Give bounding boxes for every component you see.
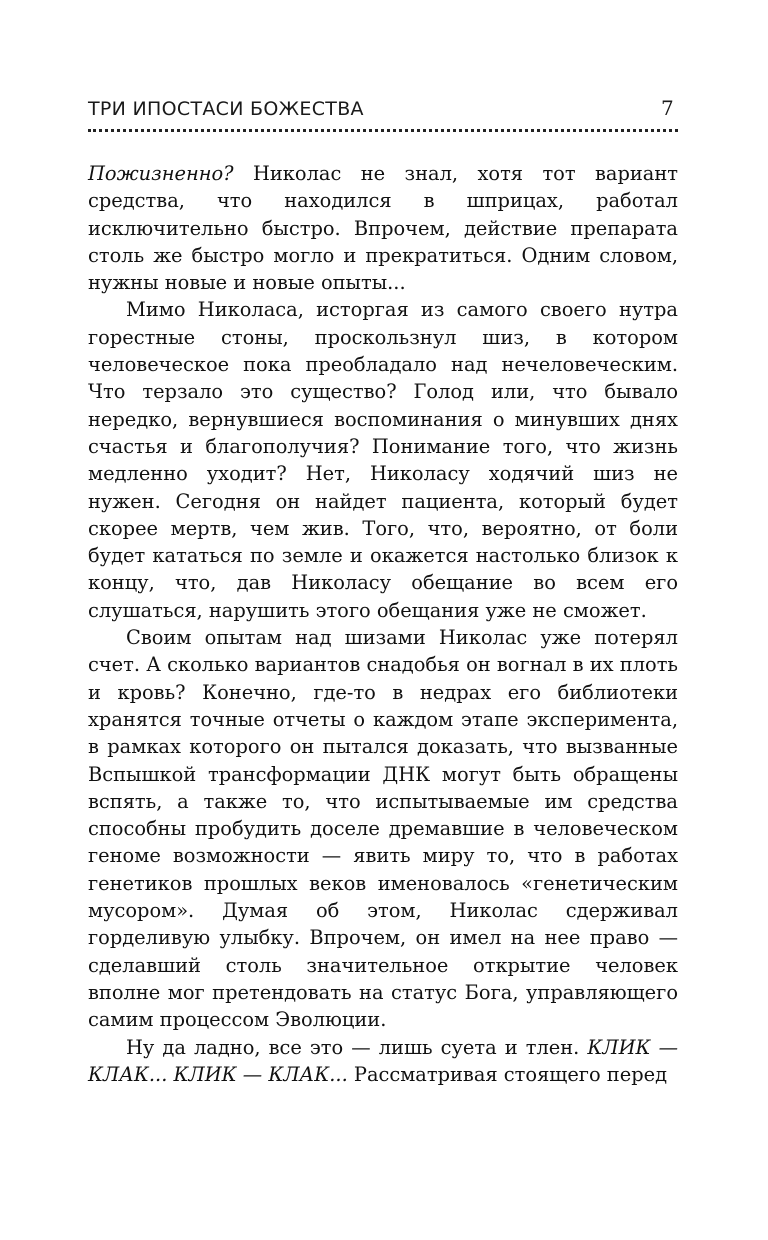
paragraph-4 xyxy=(88,1034,678,1089)
chapter-title: ТРИ ИПОСТАСИ БОЖЕСТВА xyxy=(88,98,364,120)
paragraph-4-italic-sound: КЛИК — КЛАК... КЛИК — КЛАК... xyxy=(88,1035,678,1086)
paragraph-1-text: Николас не знал, хотя тот вариант средства, что находился в шприцах, работал исключительно быстро. Впрочем, действие препарата столь же быстро могло и прекратиться. Одним словом, нужны новые и новые опыты... xyxy=(88,162,678,295)
paragraph-2: Мимо Николаса, исторгая из самого своего нутра горестные стоны, проскользнул шиз, в котором человеческое пока преобладало над нечеловеческим. Что терзало это существо? Голод или, что бывало нередко, вернувшиеся воспоминания о минувших днях счастья и благополучия? Понимание того, что жизнь медленно уходит? Нет, Николасу ходячий шиз не нужен. Сегодня он найдет пациента, который будет скорее мертв, чем жив. Того, что, вероятно, от боли будет кататься по земле и окажется настолько близок к концу, что, дав Николасу обещание во всем его слушаться, нарушить этого обещания уже не сможет. xyxy=(88,298,678,622)
paragraph-4-text-before: Ну да ладно, все это — лишь суета и тлен. xyxy=(126,1035,588,1059)
running-header xyxy=(88,94,678,123)
paragraph-3: Своим опытам над шизами Николас уже потерял счет. А сколько вариантов снадобья он вогнал в их плоть и кровь? Конечно, где-то в недрах его библиотеки хранятся точные отчеты о каждом этапе эксперимента, в рамках которого он пытался доказать, что вызванные Вспышкой трансформации ДНК могут быть обращены вспять, а также то, что испытываемые им средства способны пробудить доселе дремавшие в человеческом геноме возможности — явить миру то, что в работах генетиков прошлых веков именовалось «генетическим мусором». Думая об этом, Николас сдерживал горделивую улыбку. Впрочем, он имел на нее право — сделавший столь значительное открытие человек вполне мог претендовать на статус Бога, управляющего самим процессом Эволюции. xyxy=(88,626,678,1032)
body-text xyxy=(88,160,678,1088)
page-number: 7 xyxy=(660,96,674,120)
paragraph-1-italic-lead: Пожизненно? xyxy=(88,162,234,185)
header-dotted-rule xyxy=(88,129,678,132)
book-page xyxy=(88,94,678,1194)
paragraph-1 xyxy=(88,160,678,296)
paragraph-4-text-after: Рассматривая стоящего перед xyxy=(347,1062,668,1086)
